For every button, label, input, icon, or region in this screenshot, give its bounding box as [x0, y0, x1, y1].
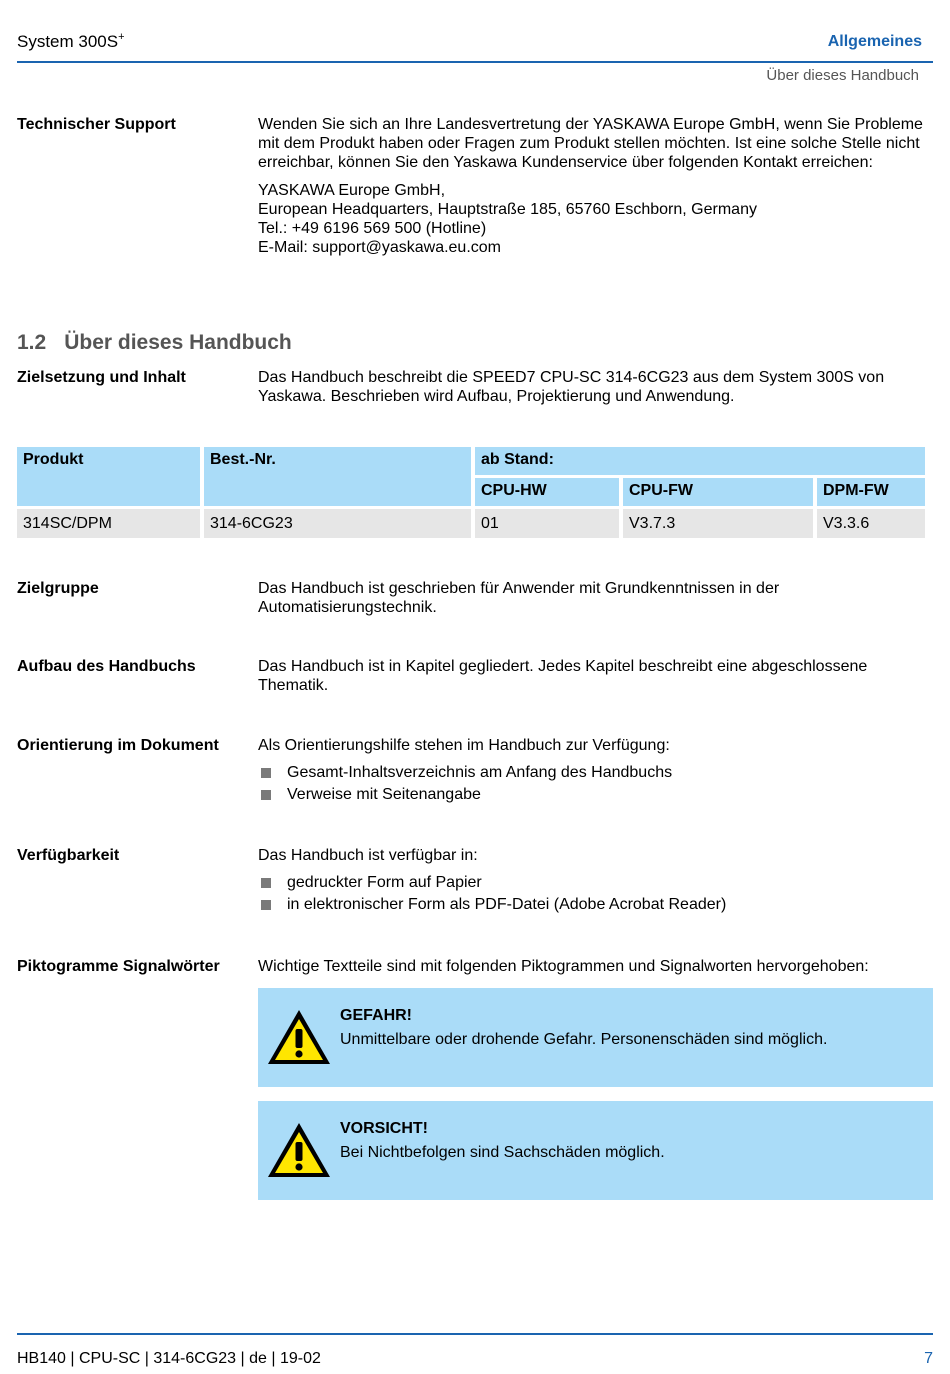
- header-divider: [17, 61, 933, 63]
- bullet-square-icon: [261, 900, 271, 910]
- footer-divider: [17, 1333, 933, 1335]
- orientation-label: Orientierung im Dokument: [17, 737, 219, 754]
- table-row: [17, 509, 925, 538]
- chapter-title: Allgemeines: [827, 33, 922, 50]
- list-item: in elektronischer Form als PDF-Datei (Adobe Acrobat Reader): [258, 894, 930, 916]
- caution-title: VORSICHT!: [340, 1120, 428, 1137]
- support-address: [258, 181, 930, 257]
- header-order-number: Best.-Nr.: [204, 447, 471, 506]
- section-number: 1.2: [17, 331, 47, 354]
- address-line: European Headquarters, Hauptstraße 185, 65760 Eschborn, Germany: [258, 201, 757, 218]
- header-from-version: ab Stand:: [475, 447, 925, 475]
- danger-text-block: [340, 1004, 827, 1052]
- availability-intro: Das Handbuch ist verfügbar in:: [258, 847, 478, 864]
- audience-label: Zielgruppe: [17, 580, 99, 597]
- support-label: Technischer Support: [17, 116, 176, 133]
- address-line: YASKAWA Europe GmbH,: [258, 182, 446, 199]
- pictograms-text: Wichtige Textteile sind mit folgenden Piktogrammen und Signalworten hervorgehoben:: [258, 958, 869, 975]
- footer-info: HB140 | CPU-SC | 314-6CG23 | de | 19-02: [17, 1350, 321, 1367]
- document-title: System 300S+: [17, 31, 125, 51]
- warning-triangle-icon: [266, 1121, 332, 1179]
- warning-triangle-icon: [266, 1008, 332, 1066]
- section-heading: [17, 331, 292, 355]
- availability-list: [258, 872, 930, 916]
- cell-cpu-fw: V3.7.3: [623, 509, 813, 538]
- structure-text: Das Handbuch ist in Kapitel gegliedert. Jedes Kapitel beschreibt eine abgeschlossene Thematik.: [258, 658, 868, 694]
- cell-order-number: 314-6CG23: [204, 509, 471, 538]
- pictograms-label: Piktogramme Signalwörter: [17, 958, 220, 975]
- danger-description: Unmittelbare oder drohende Gefahr. Personenschäden sind möglich.: [340, 1031, 828, 1048]
- header-dpm-fw: DPM-FW: [817, 478, 925, 506]
- address-line: E-Mail: support@yaskawa.eu.com: [258, 239, 501, 256]
- cell-product: 314SC/DPM: [17, 509, 200, 538]
- danger-notice: [258, 988, 933, 1087]
- section-title: Über dieses Handbuch: [64, 331, 292, 354]
- cell-dpm-fw: V3.3.6: [817, 509, 925, 538]
- caution-text-block: [340, 1117, 665, 1165]
- structure-label: Aufbau des Handbuchs: [17, 658, 196, 675]
- section-subtitle: Über dieses Handbuch: [766, 67, 919, 84]
- caution-description: Bei Nichtbefolgen sind Sachschäden möglich.: [340, 1144, 665, 1161]
- goal-label: Zielsetzung und Inhalt: [17, 369, 186, 386]
- support-text: [258, 115, 930, 257]
- bullet-square-icon: [261, 768, 271, 778]
- bullet-square-icon: [261, 790, 271, 800]
- page-number: 7: [924, 1350, 933, 1367]
- header-cpu-fw: CPU-FW: [623, 478, 813, 506]
- cell-cpu-hw: 01: [475, 509, 619, 538]
- header-product: Produkt: [17, 447, 200, 506]
- caution-notice: [258, 1101, 933, 1200]
- list-item: Verweise mit Seitenangabe: [258, 784, 930, 806]
- goal-text: Das Handbuch beschreibt die SPEED7 CPU-SC 314-6CG23 aus dem System 300S von Yaskawa. Beschrieben wird Aufbau, Projektierung und Anwendung.: [258, 369, 885, 405]
- audience-text: Das Handbuch ist geschrieben für Anwender mit Grundkenntnissen in der Automatisierungstechnik.: [258, 580, 780, 616]
- orientation-text: [258, 736, 930, 806]
- bullet-square-icon: [261, 878, 271, 888]
- address-line: Tel.: +49 6196 569 500 (Hotline): [258, 220, 487, 237]
- availability-label: Verfügbarkeit: [17, 847, 120, 864]
- orientation-list: [258, 762, 930, 806]
- product-table: [13, 444, 929, 541]
- list-item: Gesamt-Inhaltsverzeichnis am Anfang des Handbuchs: [258, 762, 930, 784]
- danger-title: GEFAHR!: [340, 1007, 412, 1024]
- list-item: gedruckter Form auf Papier: [258, 872, 930, 894]
- orientation-intro: Als Orientierungshilfe stehen im Handbuch zur Verfügung:: [258, 737, 670, 754]
- header-cpu-hw: CPU-HW: [475, 478, 619, 506]
- support-intro: Wenden Sie sich an Ihre Landesvertretung der YASKAWA Europe GmbH, wenn Sie Probleme mit dem Produkt haben oder Fragen zum Produkt stellen möchten. Ist eine solche Stelle nicht erreichbar, können Sie den Yaskawa Kundenservice über folgenden Kontakt erreichen:: [258, 116, 923, 171]
- availability-text: [258, 846, 930, 916]
